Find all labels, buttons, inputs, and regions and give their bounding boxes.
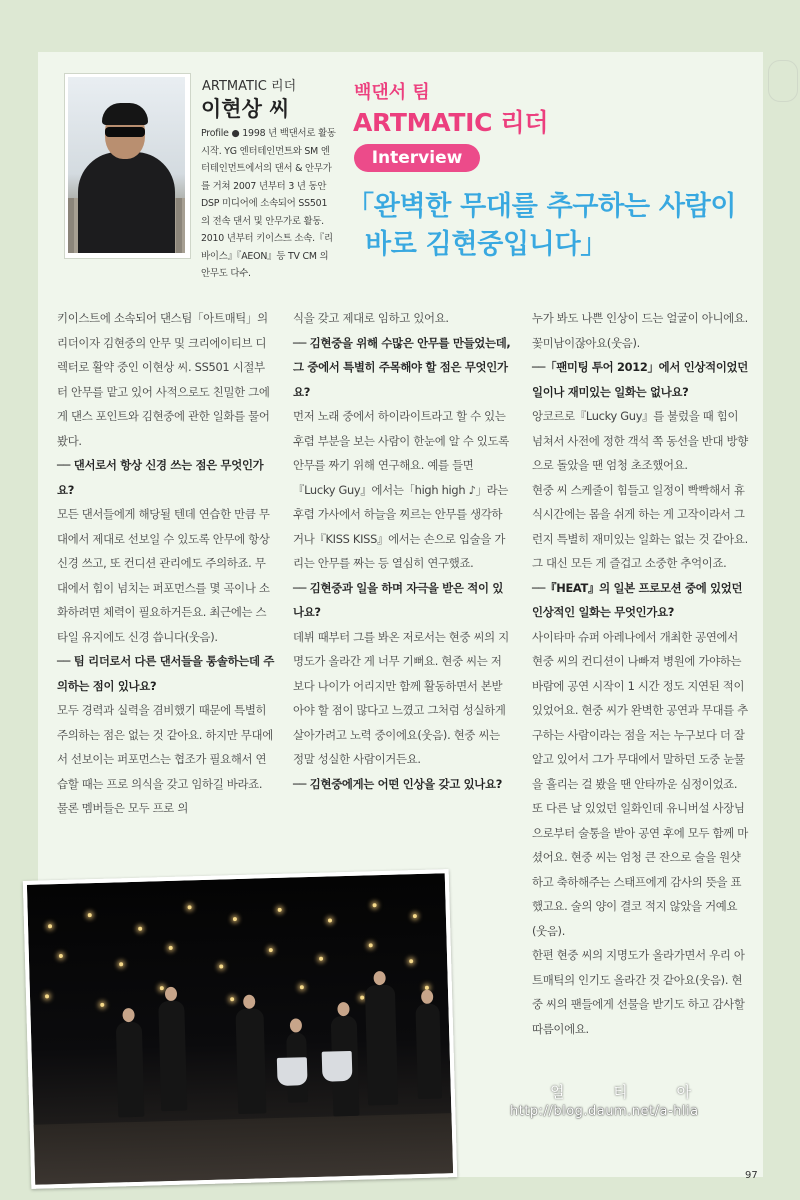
- stage-floor: [34, 1113, 454, 1185]
- stage-light: [328, 918, 332, 922]
- stage-light: [119, 962, 123, 966]
- paragraph-text: 식을 갖고 제대로 임하고 있어요.: [293, 311, 449, 325]
- body-column-2: [293, 306, 511, 796]
- watermark-title: 얼 티 아: [550, 1083, 714, 1101]
- stage-light: [59, 954, 63, 958]
- body-column-3: [532, 306, 750, 1041]
- paragraph-text: 앙코르로『Lucky Guy』를 불렀을 때 힘이 넘쳐서 사전에 정한 객석 쪽 동선을 반대 방향으로 돌았을 땐 엄청 초조했어요.: [532, 409, 748, 472]
- stage-light: [369, 943, 373, 947]
- dancer-skirt: [277, 1057, 308, 1086]
- stage-light: [219, 964, 223, 968]
- paragraph-text: 한편 현중 씨의 지명도가 올라가면서 우리 아트매틱의 인기도 올라간 것 같아요(웃음). 현중 씨의 팬들에게 선물을 받기도 하고 감사할 따름이에요.: [532, 948, 745, 1036]
- paragraph-text: 모든 댄서들에게 해당될 텐데 연습한 만큼 무대에서 제대로 선보일 수 있도록 안무에 항상 신경 쓰고, 또 컨디션 관리에도 주의하죠. 무대에서 힘이 넘치는 퍼포먼스를 몇 곡이나 소화하려면 체력이 필요하거든요. 최근에는 스타일 유지에도 신경 씁니다(웃음).: [57, 507, 270, 644]
- team-label: 백댄서 팀: [354, 82, 430, 103]
- headline-line-1: 「완벽한 무대를 추구하는 사람이: [347, 191, 737, 222]
- stage-light: [413, 914, 417, 918]
- headline-line-2: 바로 김현중입니다」: [365, 229, 608, 260]
- stage-light: [269, 948, 273, 952]
- paragraph-text: 또 다른 날 있었던 일화인데 유니버설 사장님으로부터 술통을 받아 공연 후에 모두 함께 마셨어요. 현중 씨는 엄청 큰 잔으로 술을 원샷하고 축하해주는 스태프에게 감사의 뜻을 표했고요. 술의 양이 결코 적지 않았을 거예요(웃음).: [532, 801, 748, 938]
- stage-light: [319, 957, 323, 961]
- paragraph-text: 먼저 노래 중에서 하이라이트라고 할 수 있는 후렴 부분을 보는 사람이 한눈에 알 수 있도록 안무를 짜기 위해 연구해요. 예를 들면『Lucky Guy』에서는「high high ♪」라는 후렴 가사에서 하늘을 찌르는 안무를 생각하거나『KISS KISS』에서는 손으로 입술을 가리는 안무를 짜는 등 열심히 연구했죠.: [293, 409, 509, 570]
- question-text: ── 댄서로서 항상 신경 쓰는 점은 무엇인가요?: [57, 458, 264, 497]
- page-number: 97: [745, 1170, 758, 1181]
- decorative-outline-icon: [768, 60, 798, 102]
- question-text: ──『HEAT』의 일본 프로모션 중에 있었던 인상적인 일화는 무엇인가요?: [532, 580, 743, 619]
- paragraph-text: 데뷔 때부터 그를 봐온 저로서는 현중 씨의 지명도가 올라간 게 너무 기뻐요. 현중 씨는 저보다 나이가 어리지만 함께 활동하면서 본받아야 할 점이 많다고 느꼈고 그처럼 성실하게 살아가려고 노력 중이에요(웃음). 현중 씨는 정말 성실한 사람이거든요.: [293, 629, 509, 766]
- stage-light: [233, 917, 237, 921]
- question-text: ── 김현중과 일을 하며 자극을 받은 적이 있나요?: [293, 580, 504, 619]
- dancer-figure: [116, 1022, 145, 1118]
- stage-light: [88, 913, 92, 917]
- stage-light: [278, 908, 282, 912]
- dancer-skirt: [322, 1051, 353, 1082]
- paragraph-text: 현중 씨 스케줄이 힘들고 일정이 빡빡해서 휴식시간에는 몸을 쉬게 하는 게 고작이라서 그런지 특별히 재미있는 일화는 없는 것 같아요. 그 대신 모든 게 즐겁고 소중한 추억이죠.: [532, 482, 748, 570]
- dancer-figure: [365, 985, 398, 1106]
- stage-light: [373, 903, 377, 907]
- paragraph-text: 모두 경력과 실력을 겸비했기 때문에 특별히 주의하는 점은 없는 것 같아요. 하지만 무대에서 선보이는 퍼포먼스는 협조가 필요해서 연습할 때는 프로 의식을 갖고 임하길 바라죠. 물론 멤버들은 모두 프로 의: [57, 703, 273, 815]
- person-name: 이현상 씨: [201, 97, 290, 121]
- question-text: ── 팀 리더로서 다른 댄서들을 통솔하는데 주의하는 점이 있나요?: [57, 654, 275, 693]
- stage-light: [48, 924, 52, 928]
- question-text: ── 김현중을 위해 수많은 안무를 만들었는데, 그 중에서 특별히 주목해야 할 점은 무엇인가요?: [293, 335, 511, 399]
- body-column-1: [57, 306, 275, 821]
- watermark-url: http://blog.daum.net/a-hlia: [510, 1104, 699, 1119]
- paragraph-text: 키이스트에 소속되어 댄스팀「아트매틱」의 리더이자 김현중의 안무 및 크리에이티브 디렉터로 활약 중인 이현상 씨. SS501 시절부터 안무를 맡고 있어 사적으로도 친밀한 그에게 댄스 포인트와 김현중에 관한 일화를 물어봤다.: [57, 311, 270, 448]
- article-title: ARTMATIC 리더: [353, 108, 549, 137]
- headline: [347, 188, 736, 264]
- stage-light: [100, 1003, 104, 1007]
- stage-light: [138, 927, 142, 931]
- role-label: ARTMATIC 리더: [202, 79, 297, 94]
- paragraph-text: 사이타마 슈퍼 아레나에서 개최한 공연에서 현중 씨의 컨디션이 나빠져 병원에 가야하는 바람에 공연 시작이 1 시간 정도 지연된 적이 있었어요. 현중 씨가 완벽한 공연과 무대를 추구하는 사람이라는 점을 저는 누구보다 더 잘 알고 있어서 그가 무대에서 말하던 도중 눈물을 흘리는 걸 봤을 땐 안타까운 심정이었죠.: [532, 629, 748, 791]
- stage-light: [169, 946, 173, 950]
- question-text: ── 김현중에게는 어떤 인상을 갖고 있나요?: [293, 776, 503, 791]
- stage-light: [409, 959, 413, 963]
- stage-light: [188, 905, 192, 909]
- stage-light: [230, 997, 234, 1001]
- portrait-photo: [68, 77, 185, 253]
- dancer-figure: [235, 1008, 266, 1114]
- interview-badge: Interview: [354, 144, 480, 172]
- stage-light: [45, 994, 49, 998]
- stage-light: [360, 996, 364, 1000]
- question-text: ──「팬미팅 투어 2012」에서 인상적이었던 일이나 재미있는 일화는 없나요?: [532, 360, 748, 399]
- stage-light: [300, 985, 304, 989]
- paragraph-text: 누가 봐도 나쁜 인상이 드는 얼굴이 아니에요. 꽃미남이잖아요(웃음).: [532, 311, 748, 350]
- stage-photo: [23, 869, 457, 1189]
- dancer-figure: [415, 1003, 442, 1099]
- dancer-figure: [158, 1001, 187, 1112]
- stage-light: [160, 986, 164, 990]
- profile-text: Profile ● 1998 년 백댄서로 활동 시작. YG 엔터테인먼트와 SM 엔터테인먼트에서의 댄서 & 안무가를 거쳐 2007 년부터 3 년 동안 DSP 미디어에 소속되어 SS501 의 전속 댄서 및 안무가로 활동. 2010 년부터 키이스트 소속.『리바이스』『AEON』등 TV CM 의 안무도 다수.: [201, 128, 336, 279]
